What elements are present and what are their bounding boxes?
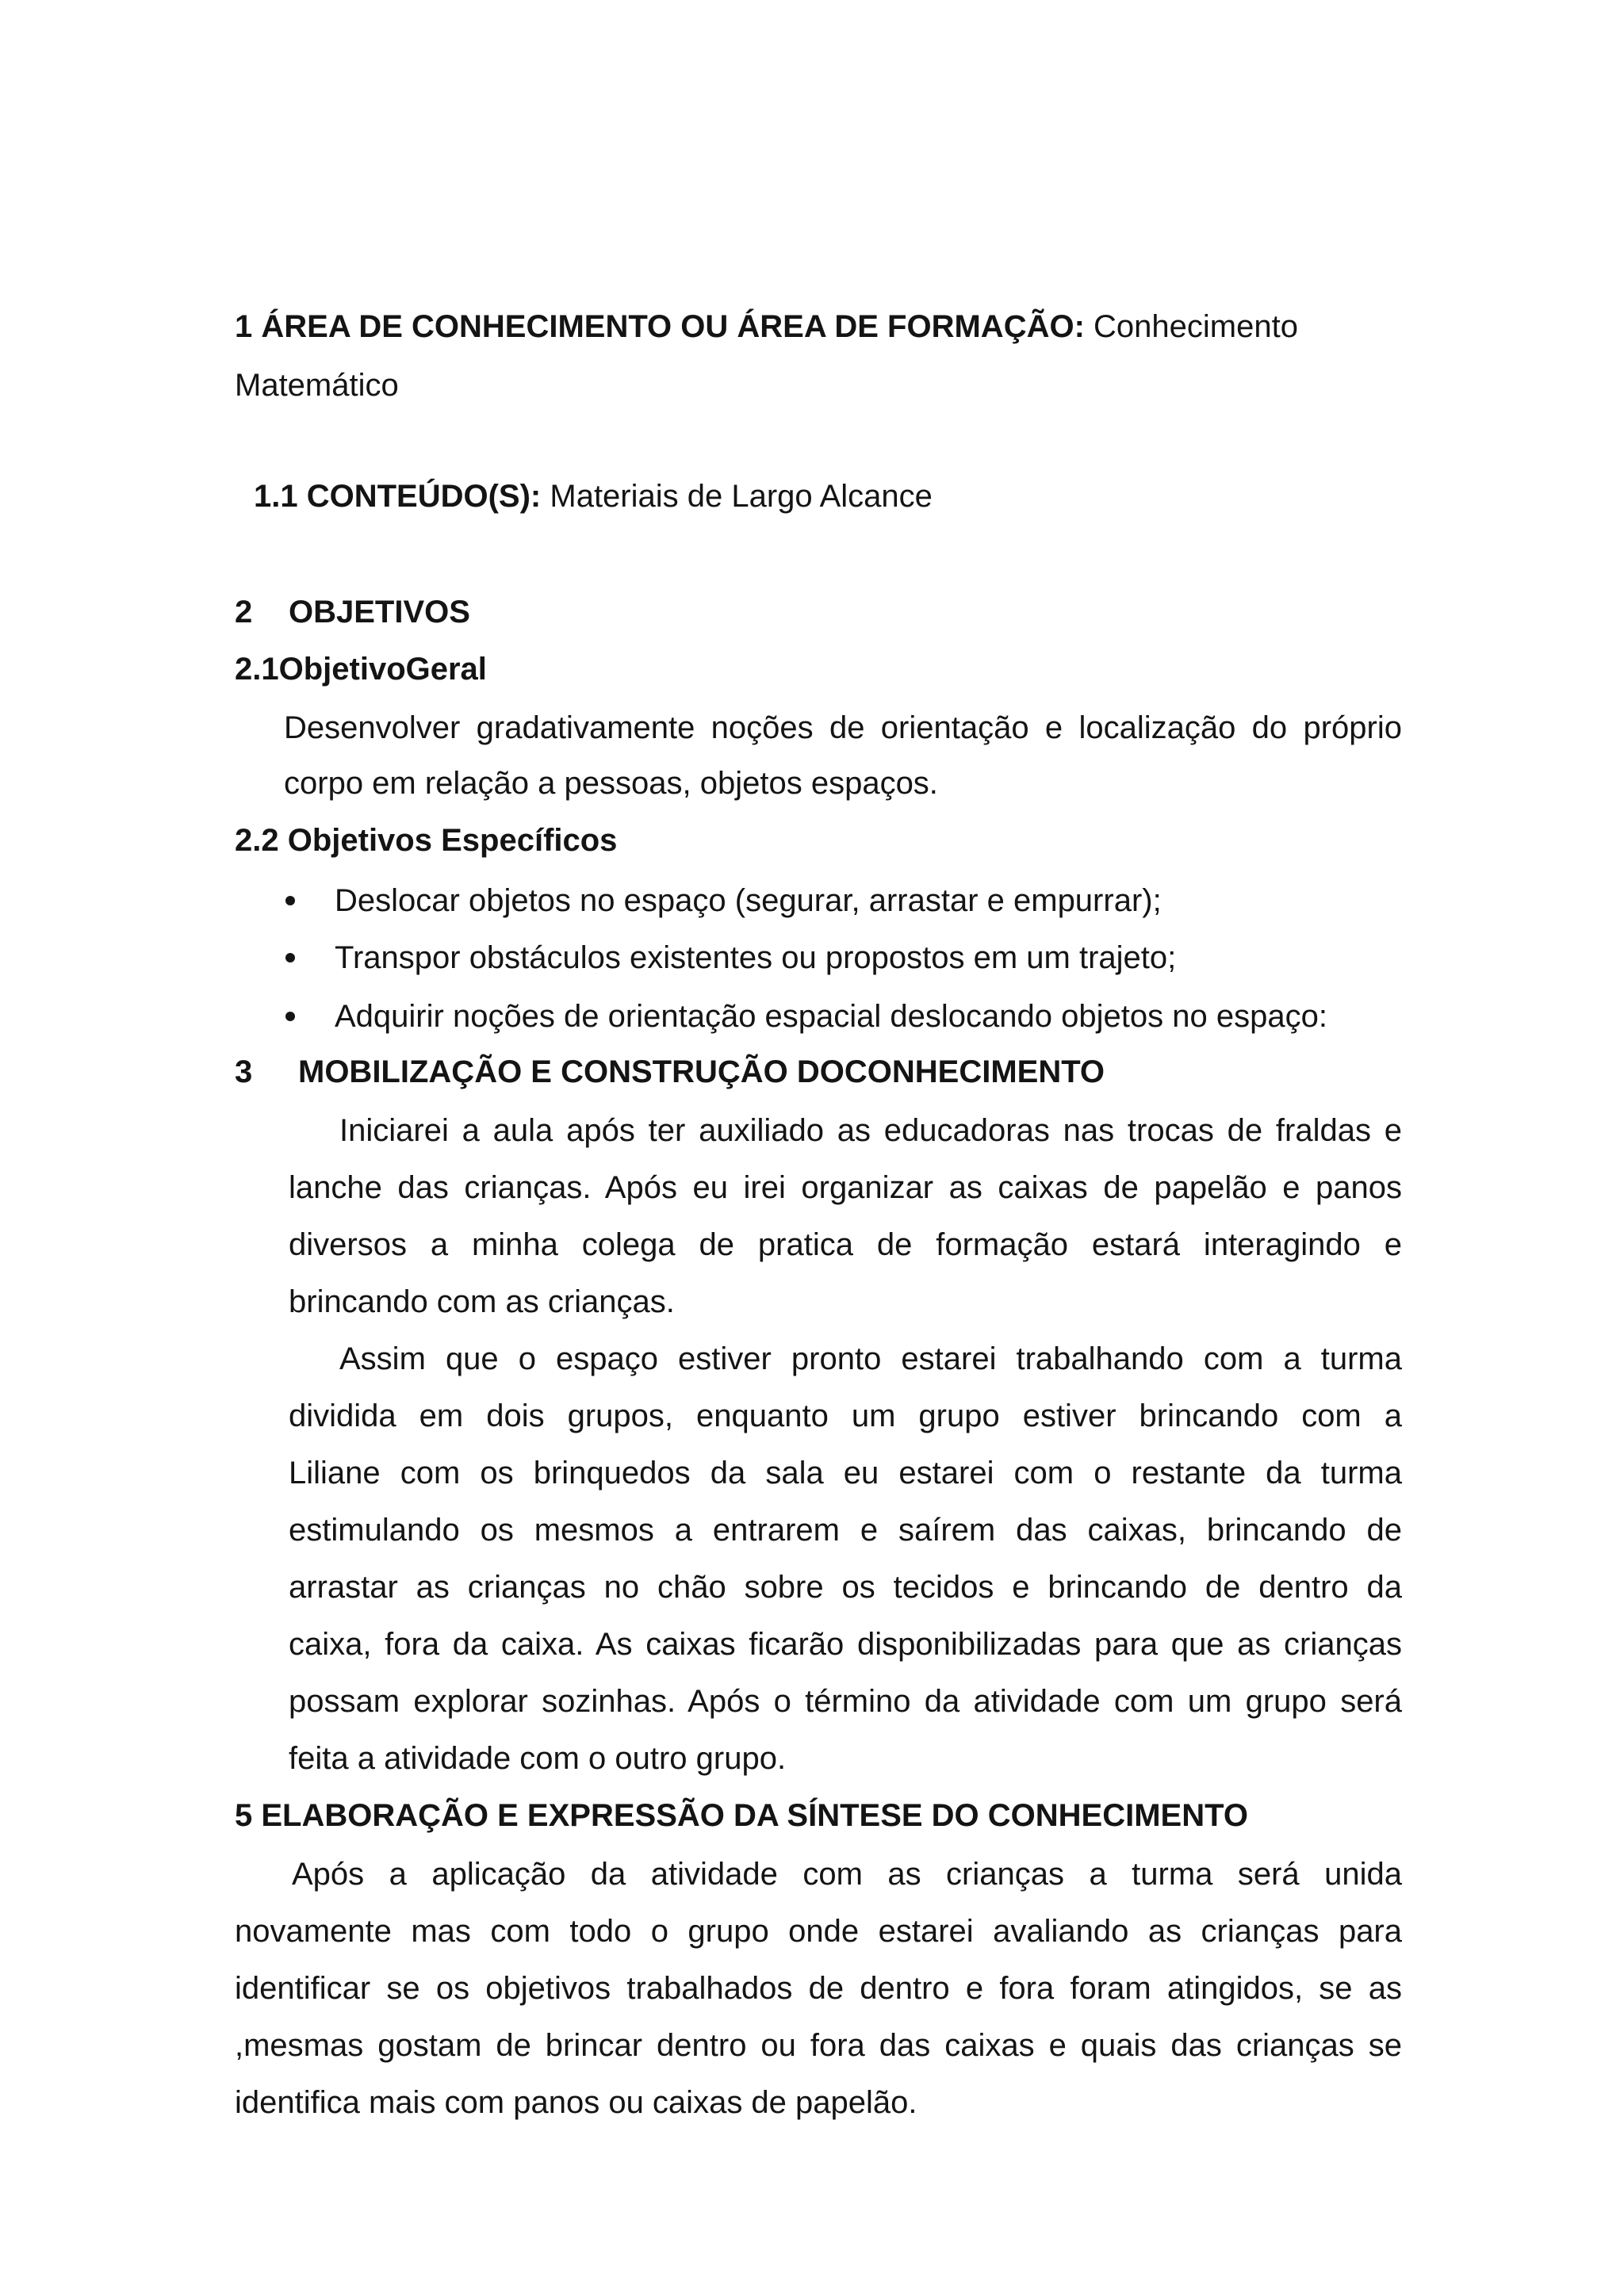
- section-3-paragraph-line: lanche das crianças. Após eu irei organizar as caixas de papelão e panos: [289, 1170, 1402, 1205]
- section-3-paragraph-line: Liliane com os brinquedos da sala eu estarei com o restante da turma: [289, 1456, 1402, 1490]
- section-2-2-heading: 2.2 Objetivos Específicos: [235, 823, 618, 858]
- section-2-title: OBJETIVOS: [289, 595, 470, 629]
- bullet-icon: [285, 896, 295, 905]
- section-3-number: 3: [235, 1054, 253, 1089]
- section-1-heading-label: 1 ÁREA DE CONHECIMENTO OU ÁREA DE FORMAÇÃO:: [235, 309, 1085, 344]
- section-1-1-value: Materiais de Largo Alcance: [550, 479, 933, 514]
- section-1-heading-value: Conhecimento: [1094, 309, 1298, 344]
- section-5-paragraph-line: identificar se os objetivos trabalhados de dentro e fora foram atingidos, se as: [235, 1971, 1402, 2006]
- section-1-1: [254, 477, 933, 515]
- section-1-heading: [235, 308, 1298, 346]
- section-5-paragraph-line: novamente mas com todo o grupo onde estarei avaliando as crianças para: [235, 1914, 1402, 1949]
- section-1-heading-continuation: Matemático: [235, 368, 399, 403]
- section-1-1-label: 1.1 CONTEÚDO(S):: [254, 479, 542, 514]
- section-3-paragraph-line: Assim que o espaço estiver pronto estarei trabalhando com a turma: [339, 1341, 1402, 1376]
- section-3-paragraph-line: diversos a minha colega de pratica de formação estará interagindo e: [289, 1227, 1402, 1262]
- section-3-paragraph-line: Iniciarei a aula após ter auxiliado as educadoras nas trocas de fraldas e: [339, 1113, 1402, 1148]
- general-objective-line: Desenvolver gradativamente noções de orientação e localização do próprio: [284, 710, 1402, 745]
- section-2-1-heading: 2.1ObjetivoGeral: [235, 652, 487, 687]
- bullet-icon: [285, 953, 295, 962]
- section-3-paragraph-line: brincando com as crianças.: [289, 1284, 675, 1319]
- section-2-number: 2: [235, 595, 253, 629]
- section-3-paragraph-line: possam explorar sozinhas. Após o término da atividade com um grupo será: [289, 1684, 1402, 1719]
- specific-objective-text: Adquirir noções de orientação espacial deslocando objetos no espaço:: [335, 999, 1327, 1034]
- section-3-paragraph-line: arrastar as crianças no chão sobre os tecidos e brincando de dentro da: [289, 1570, 1402, 1605]
- section-3-title: MOBILIZAÇÃO E CONSTRUÇÃO DOCONHECIMENTO: [298, 1054, 1105, 1089]
- section-3-paragraph-line: estimulando os mesmos a entrarem e saírem das caixas, brincando de: [289, 1513, 1402, 1548]
- section-5-paragraph-line: Após a aplicação da atividade com as crianças a turma será unida: [292, 1857, 1402, 1892]
- specific-objective-text: Deslocar objetos no espaço (segurar, arrastar e empurrar);: [335, 883, 1162, 918]
- specific-objective-text: Transpor obstáculos existentes ou propostos em um trajeto;: [335, 940, 1177, 975]
- section-5-paragraph-line: identifica mais com panos ou caixas de papelão.: [235, 2085, 917, 2120]
- section-5-title: 5 ELABORAÇÃO E EXPRESSÃO DA SÍNTESE DO CONHECIMENTO: [235, 1798, 1248, 1833]
- section-3-paragraph-line: feita a atividade com o outro grupo.: [289, 1741, 787, 1776]
- section-5-paragraph-line: ,mesmas gostam de brincar dentro ou fora das caixas e quais das crianças se: [235, 2028, 1402, 2063]
- section-3-paragraph-line: dividida em dois grupos, enquanto um grupo estiver brincando com a: [289, 1399, 1402, 1433]
- section-3-paragraph-line: caixa, fora da caixa. As caixas ficarão disponibilizadas para que as crianças: [289, 1627, 1402, 1662]
- general-objective-line: corpo em relação a pessoas, objetos espaços.: [284, 766, 938, 801]
- bullet-icon: [285, 1012, 295, 1021]
